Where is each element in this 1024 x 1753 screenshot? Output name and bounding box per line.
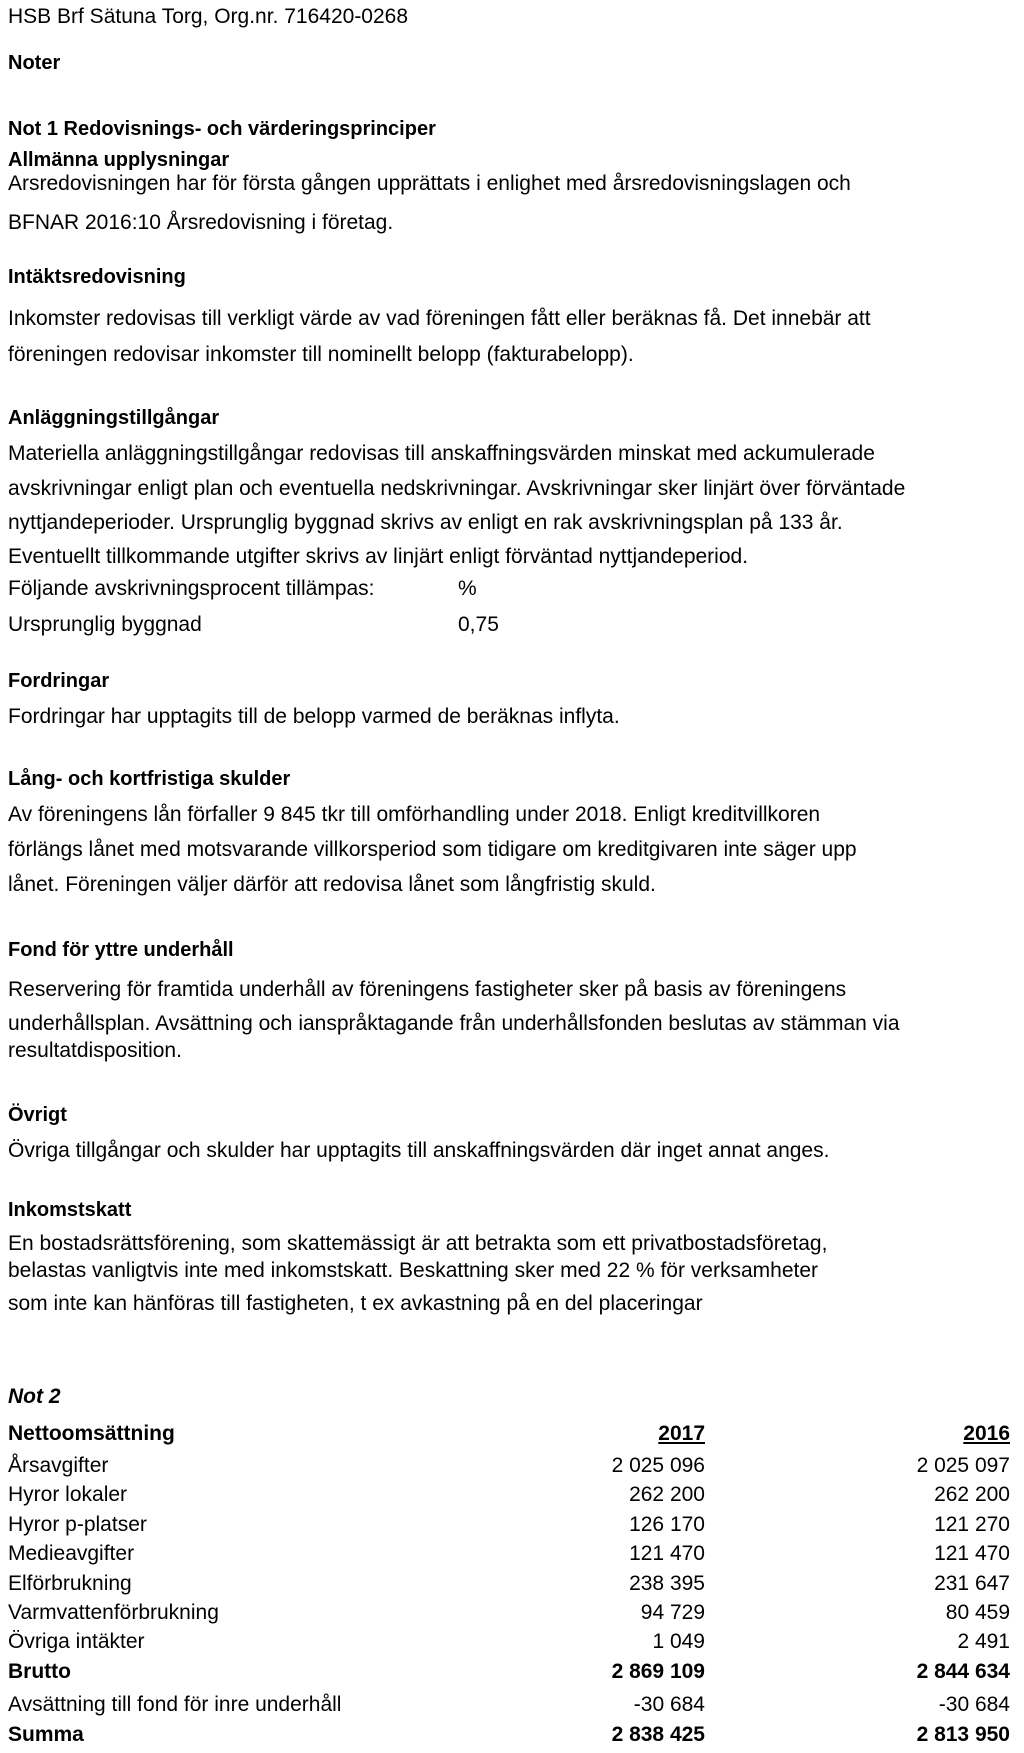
value-2016: 121 270 [934,1513,1010,1536]
row-label: Hyror lokaler [8,1483,128,1506]
depreciation-row [8,610,499,640]
depreciation-item-value: 0,75 [458,613,499,636]
value-2017: 1 049 [652,1630,705,1653]
value-2017: 2 838 425 [611,1723,705,1746]
section-heading: Inkomstskatt [8,1199,132,1221]
paragraph-line: Eventuellt tillkommande utgifter skrivs av linjärt enligt förväntad nyttjandeperiod. [8,545,749,568]
table-row [8,1539,1010,1569]
table-heading: Nettoomsättning [8,1422,175,1445]
value-2016: 2 491 [957,1630,1010,1653]
row-label: Övriga intäkter [8,1630,145,1653]
paragraph-line: föreningen redovisar inkomster till nominellt belopp (fakturabelopp). [8,343,634,366]
paragraph-line: förlängs lånet med motsvarande villkorsperiod som tidigare om kreditgivaren inte säger upp [8,838,857,861]
section-title: Noter [8,52,61,74]
row-label: Brutto [8,1660,71,1683]
depreciation-header-row [8,574,477,604]
row-label: Varmvattenförbrukning [8,1601,219,1624]
paragraph-line: En bostadsrättsförening, som skattemässigt är att betrakta som ett privatbostadsföretag, [8,1232,828,1255]
value-2016: -30 684 [938,1693,1010,1716]
table-row [8,1627,1010,1657]
paragraph-line: avskrivningar enligt plan och eventuella nedskrivningar. Avskrivningar sker linjärt över förväntade [8,477,906,500]
depreciation-item-label: Ursprunglig byggnad [8,613,202,636]
paragraph-line: Arsredovisningen har för första gången upprättats i enlighet med årsredovisningslagen och [8,172,851,195]
value-2016: 262 200 [934,1483,1010,1506]
value-2016: 231 647 [934,1572,1010,1595]
value-2017: 94 729 [640,1601,705,1624]
value-2016: 80 459 [945,1601,1010,1624]
value-2017: -30 684 [633,1693,705,1716]
value-2016: 2 025 097 [916,1454,1010,1477]
paragraph-line: underhållsplan. Avsättning och ianspråktagande från underhållsfonden beslutas av stämman via [8,1012,900,1035]
row-label: Elförbrukning [8,1572,132,1595]
column-header-2017: 2017 [658,1422,705,1445]
value-2016: 2 813 950 [916,1723,1010,1746]
paragraph-line: Materiella anläggningstillgångar redovisas till anskaffningsvärden minskat med ackumulerade [8,442,875,465]
row-label: Årsavgifter [8,1454,109,1477]
value-2016: 121 470 [934,1542,1010,1565]
value-2017: 126 170 [629,1513,705,1536]
table-row [8,1569,1010,1599]
paragraph-line: nyttjandeperioder. Ursprunglig byggnad skrivs av enligt en rak avskrivningsplan på 133 år. [8,511,843,534]
table-row [8,1480,1010,1510]
section-heading: Övrigt [8,1104,67,1126]
paragraph-line: belastas vanligtvis inte med inkomstskatt. Beskattning sker med 22 % för verksamheter [8,1259,819,1282]
paragraph-line: Reservering för framtida underhåll av föreningens fastigheter sker på basis av föreningens [8,978,847,1001]
table-row [8,1451,1010,1481]
page-header: HSB Brf Sätuna Torg, Org.nr. 716420-0268 [8,5,409,28]
paragraph-line: Av föreningens lån förfaller 9 845 tkr till omförhandling under 2018. Enligt kreditvillkoren [8,803,821,826]
value-2017: 262 200 [629,1483,705,1506]
paragraph-line: som inte kan hänföras till fastigheten, t ex avkastning på en del placeringar [8,1292,703,1315]
paragraph-line: lånet. Föreningen väljer därför att redovisa lånet som långfristig skuld. [8,873,656,896]
section-heading: Intäktsredovisning [8,266,186,288]
table-header-row [8,1419,1010,1449]
note-title: Not 1 Redovisnings- och värderingsprinciper [8,118,436,140]
column-header-2016: 2016 [963,1422,1010,1445]
paragraph-line: Inkomster redovisas till verkligt värde av vad föreningen fått eller beräknas få. Det innebär att [8,307,871,330]
paragraph-line: resultatdisposition. [8,1039,182,1062]
row-label: Summa [8,1723,84,1746]
percent-unit: % [458,577,477,600]
row-label: Hyror p-platser [8,1513,147,1536]
section-heading: Lång- och kortfristiga skulder [8,768,291,790]
row-label: Avsättning till fond för inre underhåll [8,1693,342,1716]
value-2016: 2 844 634 [916,1660,1010,1683]
paragraph-line: Övriga tillgångar och skulder har upptagits till anskaffningsvärden där inget annat anges. [8,1139,830,1162]
section-heading: Allmänna upplysningar [8,149,230,171]
paragraph-line: Fordringar har upptagits till de belopp varmed de beräknas inflyta. [8,705,620,728]
table-row [8,1510,1010,1540]
table-row-summa [8,1720,1010,1750]
value-2017: 2 869 109 [611,1660,705,1683]
paragraph-line: BFNAR 2016:10 Årsredovisning i företag. [8,211,394,234]
value-2017: 238 395 [629,1572,705,1595]
table-row [8,1598,1010,1628]
value-2017: 2 025 096 [611,1454,705,1477]
section-heading: Fond för yttre underhåll [8,939,234,961]
note-title: Not 2 [8,1385,61,1408]
section-heading: Fordringar [8,670,110,692]
value-2017: 121 470 [629,1542,705,1565]
section-heading: Anläggningstillgångar [8,407,220,429]
table-row-avsattning [8,1690,1010,1720]
depreciation-label: Följande avskrivningsprocent tillämpas: [8,577,375,600]
row-label: Medieavgifter [8,1542,135,1565]
table-row-brutto [8,1657,1010,1687]
